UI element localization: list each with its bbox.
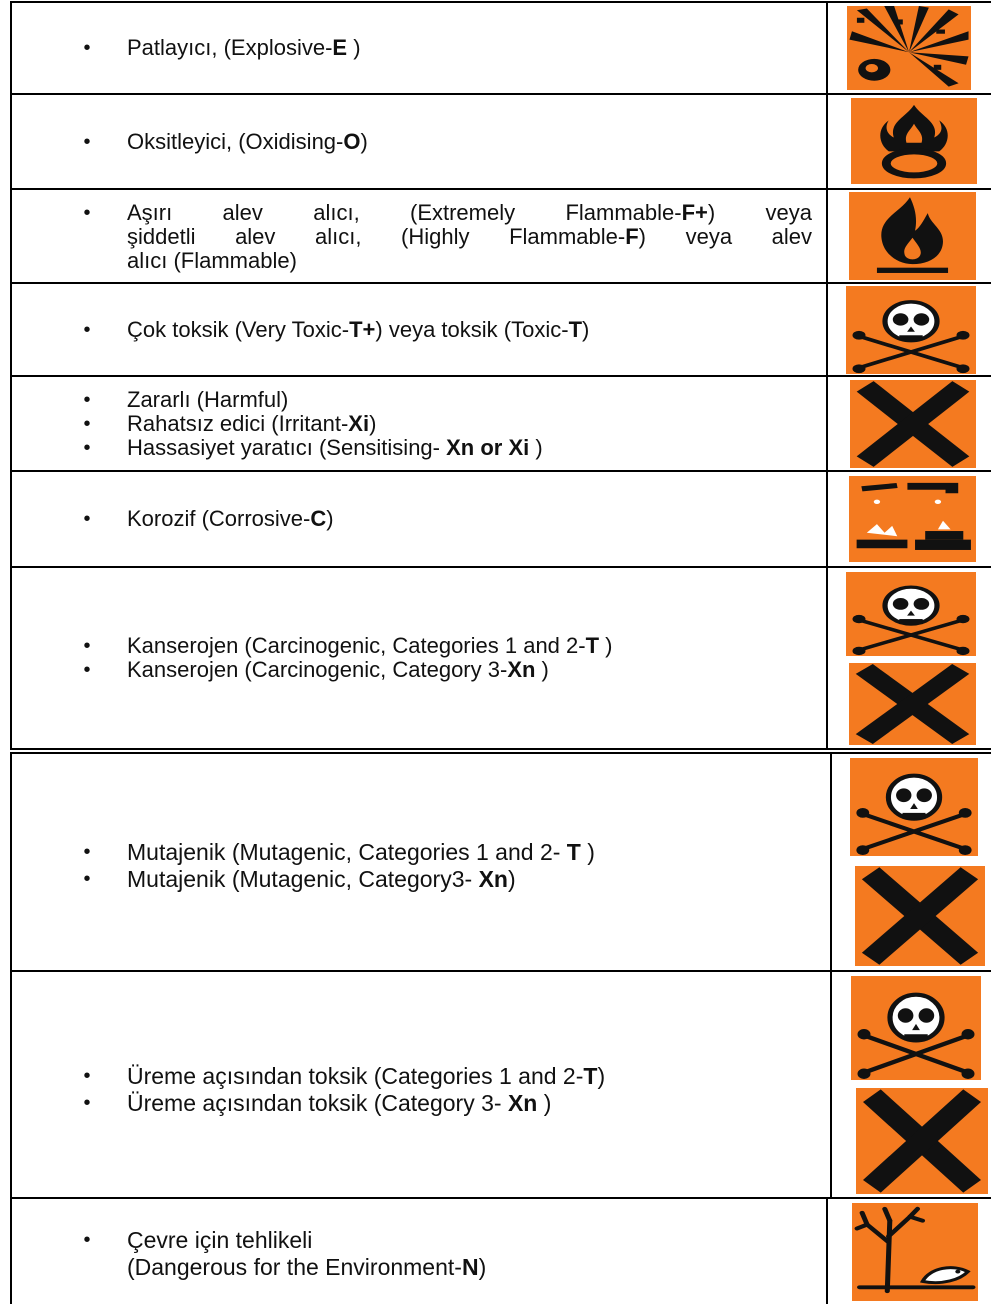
list-item bbox=[77, 1227, 812, 1281]
table-row bbox=[10, 472, 991, 566]
hazard-list bbox=[77, 1199, 812, 1304]
environment-icon bbox=[852, 1203, 978, 1301]
item-text: ) veya bbox=[707, 200, 812, 225]
text-cell bbox=[10, 190, 828, 282]
item-text: Aşırı alev alıcı, (Extremely Flammable- bbox=[127, 200, 682, 225]
hazard-code: T bbox=[583, 1062, 598, 1089]
item-text: ) veya alev bbox=[638, 224, 812, 249]
text-cell bbox=[10, 284, 828, 375]
table-row bbox=[10, 95, 991, 188]
item-text: ) bbox=[326, 506, 334, 531]
table-row bbox=[10, 190, 991, 282]
item-text: ) bbox=[369, 410, 377, 436]
item-text: ) bbox=[529, 434, 543, 460]
bullet: • bbox=[83, 1229, 91, 1251]
table-row bbox=[10, 972, 991, 1197]
item-text: Korozif (Corrosive- bbox=[127, 506, 311, 531]
item-text: Oksitleyici, (Oxidising- bbox=[127, 128, 344, 154]
list-item bbox=[77, 412, 812, 436]
item-line bbox=[127, 1227, 812, 1254]
item-text: ) bbox=[535, 657, 549, 682]
harmful-cross-icon bbox=[850, 380, 976, 468]
text-cell bbox=[10, 1199, 828, 1304]
item-text: ) bbox=[507, 866, 516, 892]
flammable-icon bbox=[849, 192, 976, 280]
text-cell bbox=[10, 754, 832, 970]
item-text: alıcı (Flammable) bbox=[127, 248, 297, 273]
item-text: şiddetli alev alıcı, (Highly Flammable- bbox=[127, 224, 626, 249]
text-cell bbox=[10, 95, 828, 188]
list-item bbox=[77, 318, 812, 342]
item-text: Üreme açısından toksik (Category 3- bbox=[127, 1089, 508, 1116]
list-item bbox=[77, 436, 812, 460]
hazard-code: E bbox=[332, 35, 348, 60]
bullet: • bbox=[83, 37, 91, 59]
hazard-list bbox=[77, 972, 816, 1197]
hazard-code: F+ bbox=[681, 200, 708, 225]
item-text: ) bbox=[597, 1062, 606, 1089]
hazard-code: Xn bbox=[507, 1089, 538, 1116]
table-row bbox=[10, 377, 991, 470]
table-row bbox=[10, 3, 991, 93]
list-item bbox=[77, 201, 812, 273]
item-line bbox=[127, 249, 812, 273]
oxidising-icon bbox=[851, 98, 977, 184]
text-cell bbox=[10, 3, 828, 93]
skull-crossbones-icon bbox=[846, 286, 976, 374]
text-cell bbox=[10, 568, 828, 748]
hazard-code: T bbox=[585, 633, 600, 658]
bullet: • bbox=[83, 318, 91, 341]
hazard-code: Xn or Xi bbox=[446, 434, 530, 460]
list-item bbox=[77, 507, 812, 531]
skull-crossbones-icon bbox=[846, 572, 976, 656]
item-text: Mutajenik (Mutagenic, Category3- bbox=[127, 866, 479, 892]
list-item bbox=[77, 839, 816, 866]
list-item bbox=[77, 388, 812, 412]
bullet: • bbox=[83, 388, 91, 411]
item-text: Hassasiyet yaratıcı (Sensitising- bbox=[127, 434, 447, 460]
text-cell bbox=[10, 472, 828, 566]
item-text: Kanserojen (Carcinogenic, Category 3- bbox=[127, 657, 508, 682]
hazard-list bbox=[77, 190, 812, 282]
item-text: ) veya toksik (Toxic- bbox=[375, 316, 569, 342]
hazard-list bbox=[77, 472, 812, 566]
list-item bbox=[77, 1063, 816, 1090]
item-line bbox=[127, 201, 812, 225]
bullet: • bbox=[83, 1064, 91, 1087]
table-rule bbox=[10, 748, 991, 750]
hazard-code: T bbox=[568, 316, 583, 342]
text-cell bbox=[10, 972, 832, 1197]
list-item bbox=[77, 130, 812, 154]
item-text: Zararlı (Harmful) bbox=[127, 386, 289, 412]
table-row bbox=[10, 754, 991, 970]
bullet: • bbox=[83, 635, 91, 657]
item-text: ) bbox=[582, 316, 590, 342]
corrosive-icon bbox=[849, 476, 976, 562]
bullet: • bbox=[83, 841, 91, 863]
bullet: • bbox=[83, 202, 91, 224]
bullet: • bbox=[83, 130, 91, 153]
item-text: Kanserojen (Carcinogenic, Categories 1 and 2- bbox=[127, 633, 586, 658]
item-text: ) bbox=[599, 633, 613, 658]
explosive-icon bbox=[847, 6, 971, 90]
hazard-code: T+ bbox=[349, 316, 376, 342]
hazard-list bbox=[77, 95, 812, 188]
item-text: Mutajenik (Mutagenic, Categories 1 and 2- bbox=[127, 839, 567, 865]
bullet: • bbox=[83, 868, 91, 890]
bullet: • bbox=[83, 1091, 91, 1114]
item-text: ) bbox=[347, 35, 361, 60]
hazard-code: Xi bbox=[348, 410, 370, 436]
hazard-code: F bbox=[625, 224, 639, 249]
text-cell bbox=[10, 377, 828, 470]
item-text: Rahatsız edici (Irritant- bbox=[127, 410, 349, 436]
item-text: Üreme açısından toksik (Categories 1 and 2- bbox=[127, 1062, 584, 1089]
hazard-list bbox=[77, 754, 816, 970]
list-item bbox=[77, 866, 816, 893]
table-row bbox=[10, 284, 991, 375]
list-item bbox=[77, 634, 812, 658]
harmful-cross-icon bbox=[856, 1088, 988, 1194]
list-item bbox=[77, 1090, 816, 1117]
bullet: • bbox=[83, 412, 91, 435]
hazard-list bbox=[77, 284, 812, 375]
item-text: ) bbox=[360, 128, 368, 154]
hazard-list bbox=[77, 3, 812, 93]
list-item bbox=[77, 658, 812, 682]
harmful-cross-icon bbox=[855, 866, 985, 966]
hazard-code: Xn bbox=[478, 866, 508, 892]
bullet: • bbox=[83, 436, 91, 459]
item-text: ) bbox=[537, 1089, 552, 1116]
hazard-list bbox=[77, 377, 812, 470]
item-line bbox=[127, 1254, 812, 1281]
item-text: (Dangerous for the Environment- bbox=[127, 1254, 462, 1280]
hazard-list bbox=[77, 568, 812, 748]
table-row bbox=[10, 568, 991, 748]
harmful-cross-icon bbox=[849, 663, 976, 745]
hazard-code: T bbox=[566, 839, 581, 865]
hazard-code: Xn bbox=[507, 657, 536, 682]
hazard-code: N bbox=[461, 1254, 479, 1280]
hazard-code: C bbox=[310, 506, 327, 531]
item-line bbox=[127, 225, 812, 249]
skull-crossbones-icon bbox=[850, 758, 978, 856]
item-text: Patlayıcı, (Explosive- bbox=[127, 35, 333, 60]
list-item bbox=[77, 36, 812, 60]
skull-crossbones-icon bbox=[851, 976, 981, 1080]
bullet: • bbox=[83, 508, 91, 530]
item-text: ) bbox=[580, 839, 595, 865]
item-text: Çok toksik (Very Toxic- bbox=[127, 316, 350, 342]
hazard-code: O bbox=[343, 128, 361, 154]
item-text: Çevre için tehlikeli bbox=[127, 1227, 313, 1253]
table-row bbox=[10, 1199, 991, 1304]
bullet: • bbox=[83, 659, 91, 681]
item-text: ) bbox=[478, 1254, 487, 1280]
